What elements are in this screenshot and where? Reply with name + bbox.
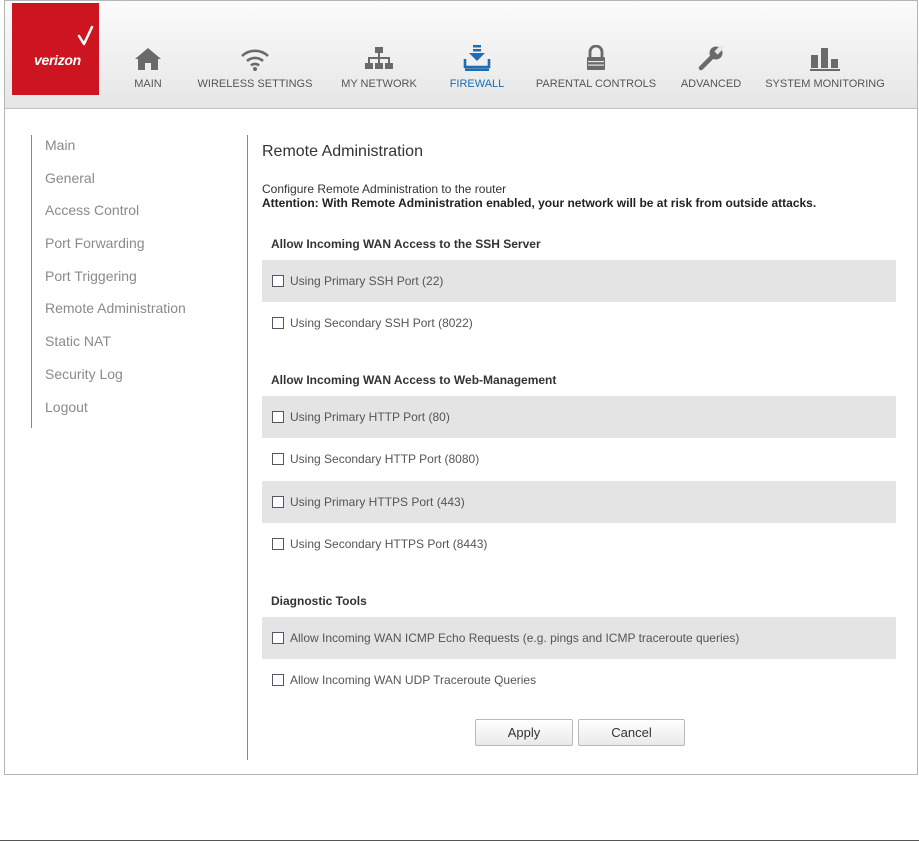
brand-name: verizon xyxy=(34,52,81,68)
sidebar-item-security-log[interactable]: Security Log xyxy=(45,365,123,382)
icmp-echo-checkbox[interactable] xyxy=(272,632,284,644)
firewall-icon xyxy=(463,35,491,71)
nav-main[interactable] xyxy=(123,1,173,101)
option-row xyxy=(262,260,896,302)
nav-label: SYSTEM MONITORING xyxy=(765,78,885,90)
sidebar-item-static-nat[interactable]: Static NAT xyxy=(45,333,111,350)
udp-traceroute-checkbox[interactable] xyxy=(272,674,284,686)
option-label: Using Primary SSH Port (22) xyxy=(290,274,444,288)
secondary-http-port-checkbox[interactable] xyxy=(272,453,284,465)
nav-label: FIREWALL xyxy=(449,78,505,90)
nav-firewall[interactable] xyxy=(446,1,508,101)
nav-system-monitoring[interactable] xyxy=(759,1,891,101)
top-navigation-bar xyxy=(5,1,917,109)
diagnostic-tools-section-heading: Diagnostic Tools xyxy=(271,594,367,608)
wrench-icon xyxy=(698,35,724,71)
sidebar-item-port-forwarding[interactable]: Port Forwarding xyxy=(45,235,145,252)
firewall-sidebar-menu xyxy=(31,135,211,428)
router-admin-window xyxy=(4,0,918,775)
option-label: Allow Incoming WAN ICMP Echo Requests (e.g. pings and ICMP traceroute queries) xyxy=(290,631,740,645)
web-management-section-heading: Allow Incoming WAN Access to Web-Management xyxy=(271,373,557,387)
checkmark-logo-icon xyxy=(12,3,99,95)
option-label: Using Secondary SSH Port (8022) xyxy=(290,316,473,330)
option-row xyxy=(262,438,896,480)
lock-icon xyxy=(585,35,607,71)
nav-my-network[interactable] xyxy=(338,1,420,101)
nav-advanced[interactable] xyxy=(675,1,747,101)
page-footer-rule xyxy=(0,840,919,841)
home-icon xyxy=(134,35,162,71)
nav-wireless-settings[interactable] xyxy=(193,1,317,101)
nav-label: ADVANCED xyxy=(680,78,742,90)
nav-label: PARENTAL CONTROLS xyxy=(535,78,657,90)
option-row xyxy=(262,302,896,344)
verizon-logo[interactable] xyxy=(12,3,99,95)
option-label: Using Secondary HTTPS Port (8443) xyxy=(290,537,488,551)
option-row xyxy=(262,659,896,701)
apply-button[interactable]: Apply xyxy=(475,719,573,746)
option-label: Using Primary HTTPS Port (443) xyxy=(290,495,465,509)
content-divider xyxy=(247,135,248,760)
option-label: Using Secondary HTTP Port (8080) xyxy=(290,452,480,466)
cancel-button[interactable]: Cancel xyxy=(578,719,685,746)
option-row xyxy=(262,481,896,523)
bar-chart-icon xyxy=(810,35,840,71)
network-icon xyxy=(364,35,394,71)
ssh-section-heading: Allow Incoming WAN Access to the SSH Server xyxy=(271,237,541,251)
sidebar-item-main[interactable]: Main xyxy=(45,137,76,153)
primary-https-port-checkbox[interactable] xyxy=(272,496,284,508)
nav-label: MY NETWORK xyxy=(341,78,417,90)
primary-ssh-port-checkbox[interactable] xyxy=(272,275,284,287)
primary-http-port-checkbox[interactable] xyxy=(272,411,284,423)
option-row xyxy=(262,396,896,438)
option-row xyxy=(262,617,896,659)
option-label: Using Primary HTTP Port (80) xyxy=(290,410,450,424)
secondary-ssh-port-checkbox[interactable] xyxy=(272,317,284,329)
nav-label: MAIN xyxy=(134,78,162,90)
option-label: Allow Incoming WAN UDP Traceroute Queries xyxy=(290,673,537,687)
secondary-https-port-checkbox[interactable] xyxy=(272,538,284,550)
nav-label: WIRELESS SETTINGS xyxy=(197,78,313,90)
attention-warning: Attention: With Remote Administration enabled, your network will be at risk from outside attacks. xyxy=(262,196,817,210)
sidebar-item-general[interactable]: General xyxy=(45,169,95,186)
sidebar-item-access-control[interactable]: Access Control xyxy=(45,202,140,219)
option-row xyxy=(262,523,896,565)
page-description: Configure Remote Administration to the router xyxy=(262,182,507,196)
sidebar-item-remote-administration[interactable]: Remote Administration xyxy=(45,300,186,317)
page-title: Remote Administration xyxy=(262,143,423,160)
sidebar-item-port-triggering[interactable]: Port Triggering xyxy=(45,267,137,284)
wifi-icon xyxy=(240,35,270,71)
sidebar-item-logout[interactable]: Logout xyxy=(45,398,88,415)
nav-parental-controls[interactable] xyxy=(528,1,664,101)
